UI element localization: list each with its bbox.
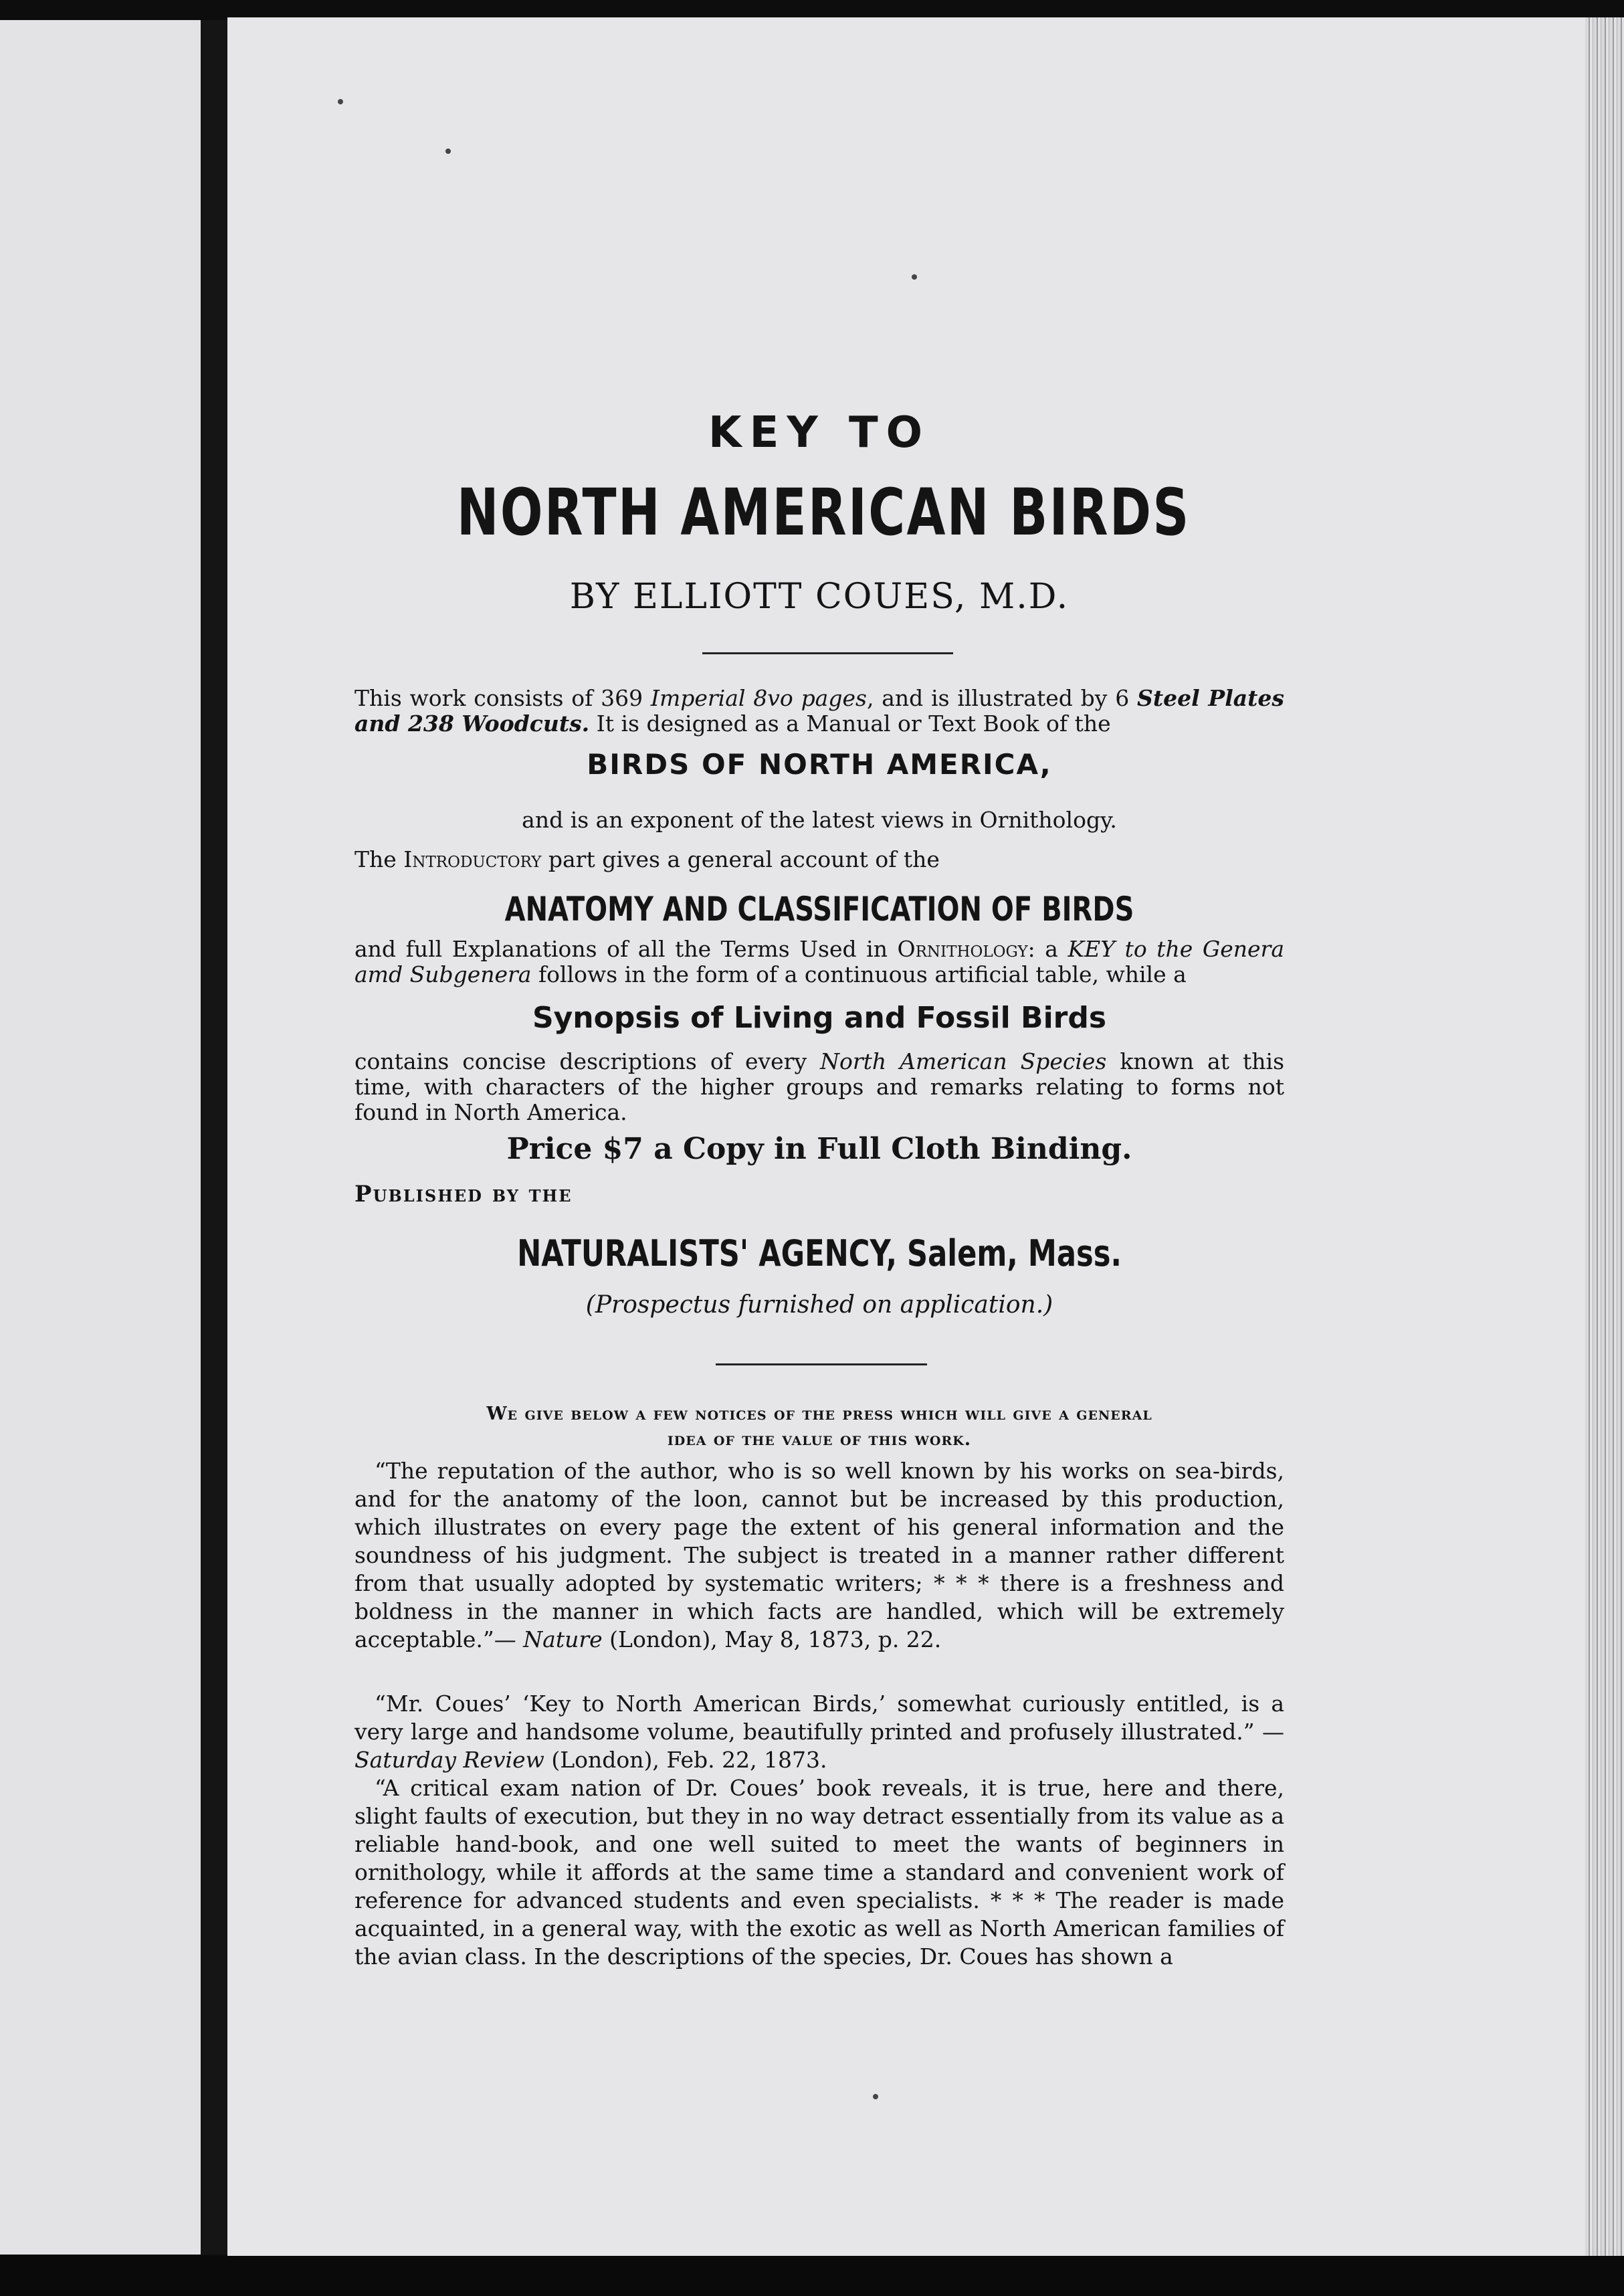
- intro-text: It is designed as a Manual or Text Book of the: [589, 710, 1111, 737]
- birds-heading: BIRDS OF NORTH AMERICA,: [587, 748, 1052, 781]
- notices-heading-line: idea of the value of this work.: [667, 1429, 972, 1450]
- quote-citation: (London), Feb. 22, 1873.: [544, 1747, 827, 1773]
- quote-citation: (London), May 8, 1873, p. 22.: [602, 1626, 942, 1652]
- left-page-edge: [0, 20, 201, 2255]
- intro-paragraph: [354, 686, 1284, 737]
- title-key-to: KEY TO: [708, 408, 930, 458]
- concise-paragraph: [354, 1049, 1284, 1125]
- price-line: Price $7 a Copy in Full Cloth Binding.: [506, 1132, 1132, 1166]
- press-quote-nature: [354, 1457, 1284, 1654]
- speck: [445, 149, 451, 154]
- anatomy-heading: ANATOMY AND CLASSIFICATION OF BIRDS: [504, 890, 1134, 929]
- concise-text: contains concise descriptions of every: [354, 1048, 821, 1074]
- introductory-line: [354, 847, 1284, 872]
- prospectus-line: (Prospectus furnished on application.): [585, 1291, 1053, 1319]
- explanations-text: follows in the form of a continuous artificial table, while a: [531, 961, 1187, 987]
- explanations-text: and full Explanations of all the Terms Used in: [354, 936, 898, 962]
- intro-text: This work consists of 369: [354, 685, 651, 711]
- quote-source: Saturday Review: [354, 1747, 544, 1773]
- quote-source: Nature: [523, 1626, 603, 1652]
- page-title: NORTH AMERICAN BIRDS: [456, 475, 1191, 550]
- introductory-text: part gives a general account of the: [541, 846, 940, 872]
- exponent-line: and is an exponent of the latest views in Ornithology.: [522, 807, 1117, 833]
- notices-heading-line: We give below a few notices of the press which will give a general: [486, 1404, 1152, 1424]
- notices-heading: [354, 1402, 1284, 1452]
- concise-text: known at this time, with characters of the higher groups and remarks relating to forms not found in North America.: [354, 1048, 1285, 1125]
- byline: BY ELLIOTT COUES, M.D.: [569, 577, 1070, 617]
- press-quote-saturday-review: [354, 1690, 1284, 1774]
- scan-bottom-border: [0, 2256, 1624, 2296]
- divider: [716, 1363, 927, 1365]
- quote-text: “The reputation of the author, who is so well known by his works on sea-birds, and for the anatomy of the loon, cannot but be increased by this production, which illustrates on every page the extent of his general information and the soundness of his judgment. The subject is treated in a manner rather different from that usually adopted by systematic writers; * * * there is a freshness and boldness in the manner in which facts are handled, which will be extremely acceptable.”—: [354, 1458, 1284, 1652]
- synopsis-heading: Synopsis of Living and Fossil Birds: [532, 1001, 1107, 1035]
- introductory-text: The: [354, 846, 404, 872]
- intro-text: , and is illustrated by 6: [866, 685, 1138, 711]
- explanations-smallcaps: Ornithology: [897, 936, 1028, 962]
- quote-text: “A critical exam nation of Dr. Coues’ book reveals, it is true, here and there, slight faults of execution, but they in no way detract essentially from its value as a reliable hand-book, and one well suited to meet the wants of beginners in ornithology, while it affords at the same time a standard and convenient work of reference for advanced students and even specialists. * * * The reader is made acquainted, in a general way, with the exotic as well as North American families of the avian class. In the descriptions of the species, Dr. Coues has shown a: [354, 1775, 1284, 1970]
- publisher-name: NATURALISTS' AGENCY, Salem, Mass.: [517, 1232, 1122, 1274]
- explanations-italic: KEY to the Genera amd Subgenera: [354, 936, 1284, 987]
- speck: [912, 274, 917, 280]
- page-stack-edge: [1585, 17, 1624, 2259]
- speck: [873, 2094, 878, 2099]
- explanations-paragraph: [354, 937, 1284, 987]
- press-quote-critical: [354, 1774, 1284, 1971]
- speck: [338, 99, 343, 104]
- concise-italic: North American Species: [820, 1048, 1107, 1074]
- explanations-text: : a: [1027, 936, 1068, 962]
- divider: [702, 652, 953, 654]
- published-by: Published by the: [354, 1181, 573, 1208]
- introductory-smallcaps: Introductory: [403, 846, 542, 872]
- book-spine: [201, 20, 227, 2255]
- quote-text: “Mr. Coues’ ‘Key to North American Birds,’ somewhat curiously entitled, is a very large and handsome volume, beautifully printed and profusely illustrated.” —: [354, 1691, 1284, 1745]
- intro-italic: Steel Plates and 238 Woodcuts.: [354, 685, 1284, 737]
- intro-italic: Imperial 8vo pages: [650, 685, 867, 711]
